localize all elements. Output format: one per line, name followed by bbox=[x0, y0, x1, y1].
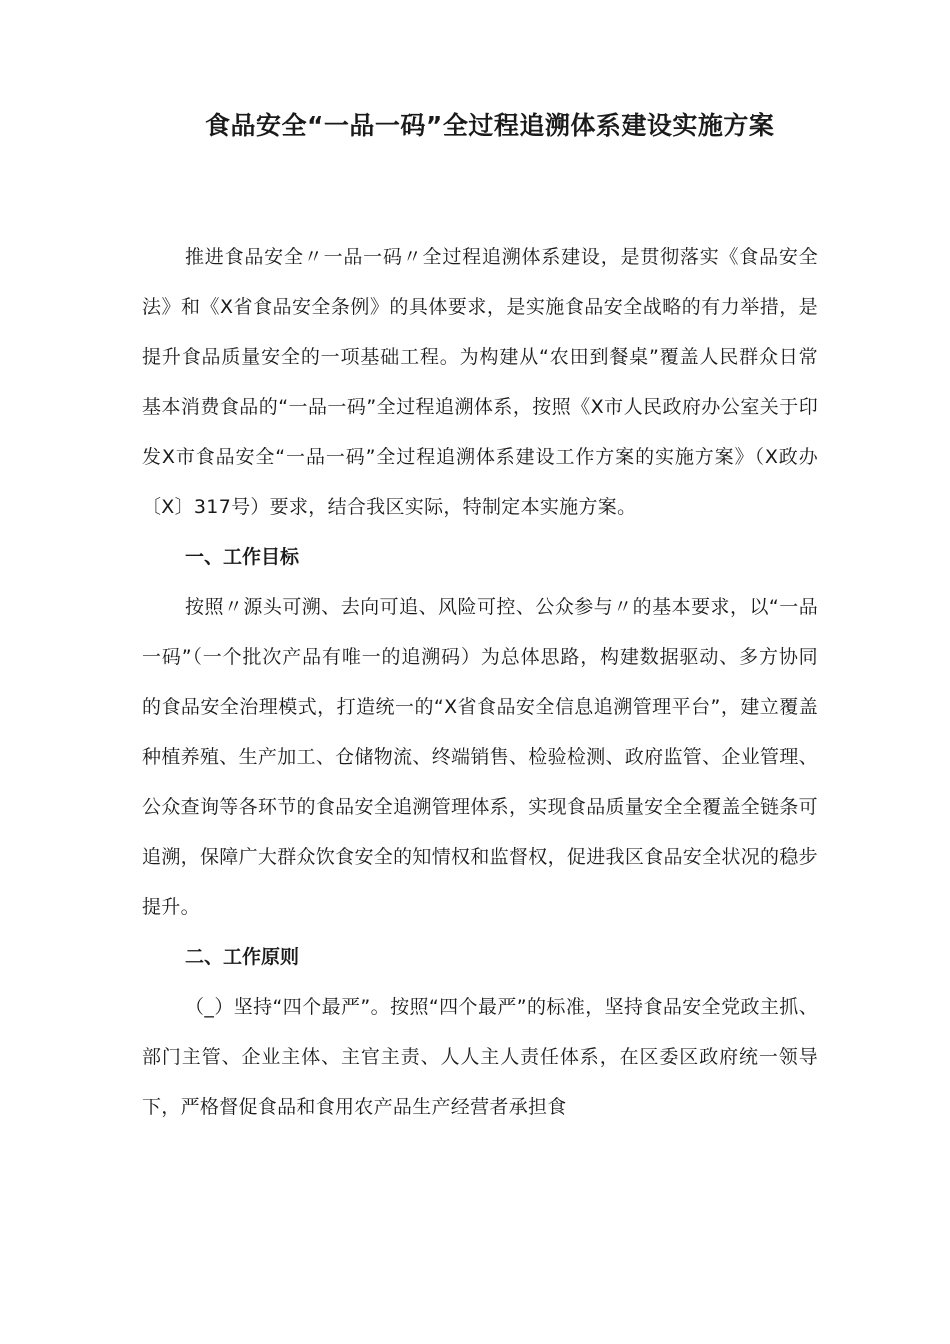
intro-paragraph: 推进食品安全〃一品一码〃全过程追溯体系建设，是贯彻落实《食品安全法》和《X省食品安全条例》的具体要求，是实施食品安全战略的有力举措，是提升食品质量安全的一项基础工程。为构建从“农田到餐桌”覆盖人民群众日常基本消费食品的“一品一码”全过程追溯体系，按照《X市人民政府办公室关于印发X市食品安全“一品一码”全过程追溯体系建设工作方案的实施方案》（X政办〔X〕317号）要求，结合我区实际，特制定本实施方案。 bbox=[142, 246, 818, 518]
section-heading-goals: 一、工作目标 bbox=[185, 546, 300, 568]
document-body bbox=[142, 232, 818, 1132]
section-heading-principles: 二、工作原则 bbox=[185, 946, 300, 968]
principles-paragraph: （_）坚持“四个最严”。按照“四个最严”的标准，坚持食品安全党政主抓、部门主管、企业主体、主官主责、人人主人责任体系，在区委区政府统一领导下，严格督促食品和食用农产品生产经营者承担食 bbox=[142, 996, 818, 1118]
goals-paragraph: 按照〃源头可溯、去向可追、风险可控、公众参与〃的基本要求，以“一品一码”（一个批次产品有唯一的追溯码）为总体思路，构建数据驱动、多方协同的食品安全治理模式，打造统一的“X省食品安全信息追溯管理平台”，建立覆盖种植养殖、生产加工、仓储物流、终端销售、检验检测、政府监管、企业管理、公众查询等各环节的食品安全追溯管理体系，实现食品质量安全全覆盖全链条可追溯，保障广大群众饮食安全的知情权和监督权，促进我区食品安全状况的稳步提升。 bbox=[142, 596, 818, 918]
document-title: 食品安全“一品一码”全过程追溯体系建设实施方案 bbox=[205, 111, 775, 140]
